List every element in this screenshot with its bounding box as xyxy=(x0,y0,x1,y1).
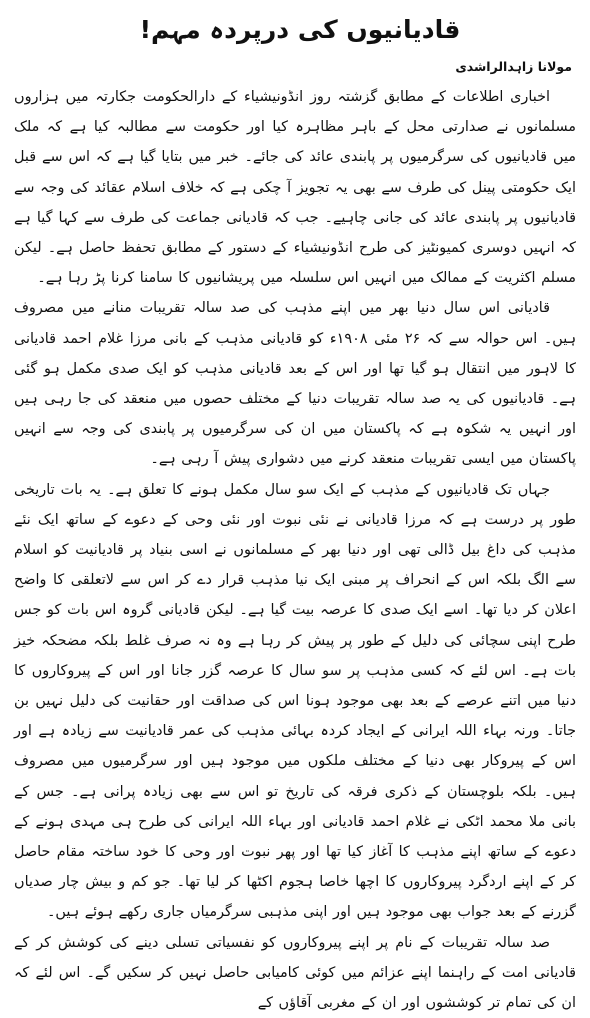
article-paragraph-4: صد سالہ تقریبات کے نام پر اپنے پیروکاروں کو نفسیاتی تسلی دینے کی کوشش کر کے قادیانی امت کے راہنما اپنے عزائم میں کوئی کامیابی حاصل نہیں کر سکیں گے۔ اس لئے کہ ان کی تمام تر کوششوں اور ان کے مغربی آقاؤں کے xyxy=(14,934,576,1012)
article-paragraph-1: اخباری اطلاعات کے مطابق گزشتہ روز انڈونیشیاء کے دارالحکومت جکارتہ میں ہزاروں مسلمانوں نے صدارتی محل کے باہر مظاہرہ کیا اور حکومت سے مطالبہ کیا ہے کہ ملک میں قادیانیوں کی سرگرمیوں پر پابندی عائد کی جائے۔ خبر میں بتایا گیا ہے کہ اس سے قبل ایک حکومتی پینل کی طرف سے بھی یہ تجویز آ چکی ہے کہ خلاف اسلام عقائد کی وجہ سے قادیانیوں پر پابندی عائد کی جانی چاہیے۔ جب کہ قادیانی جماعت کی طرف سے کہا گیا ہے کہ انہیں دوسری کمیونٹیز کی طرح انڈونیشیاء کے دستور کے مطابق تحفظ حاصل ہے۔ لیکن مسلم اکثریت کے ممالک میں انہیں اس سلسلہ میں پریشانیوں کا سامنا کرنا پڑ رہا ہے۔ xyxy=(14,89,576,287)
article-body xyxy=(14,82,576,1018)
article-paragraph-2: قادیانی اس سال دنیا بھر میں اپنے مذہب کی صد سالہ تقریبات منانے میں مصروف ہیں۔ اس حوالہ سے کہ ۲۶ مئی ۱۹۰۸ء کو قادیانی مذہب کے بانی مرزا غلام احمد قادیانی کا لاہور میں انتقال ہو گیا تھا اور اس کے بعد قادیانی مذہب کو ایک صدی مکمل ہو گئی ہے۔ قادیانیوں کی یہ صد سالہ تقریبات دنیا کے مختلف حصوں میں منعقد کی جا رہی ہیں اور انہیں یہ شکوہ ہے کہ پاکستان میں ان کی سرگرمیوں پر پابندی کی وجہ سے انہیں پاکستان میں ایسی تقریبات منعقد کرنے میں دشواری پیش آ رہی ہے۔ xyxy=(14,300,577,468)
article-byline: مولانا زاہدالراشدی xyxy=(455,59,572,74)
article-headline: قادیانیوں کی درپردہ مہم! xyxy=(139,15,461,44)
article-paragraph-3: جہاں تک قادیانیوں کے مذہب کے ایک سو سال مکمل ہونے کا تعلق ہے۔ یہ بات تاریخی طور پر درست ہے کہ مرزا قادیانی نے نئی نبوت اور نئی وحی کے دعوے کے ساتھ ایک نئے مذہب کی داغ بیل ڈالی تھی اور دنیا بھر کے مسلمانوں نے اسی بنیاد پر قادیانیت کو اسلام سے الگ بلکہ اس کے انحراف پر مبنی ایک نیا مذہب قرار دے کر اس سے لاتعلقی کا واضح اعلان کر دیا تھا۔ اسے ایک صدی کا عرصہ بیت گیا ہے۔ لیکن قادیانی گروہ اس بات کو جس طرح اپنی سچائی کی دلیل کے طور پر پیش کر رہا ہے وہ نہ صرف غلط بلکہ مضحکہ خیز بات ہے۔ اس لئے کہ کسی مذہب پر سو سال کا عرصہ گزر جانا اور اس کے پیروکاروں کا دنیا میں اتنے عرصے کے بعد بھی موجود ہونا اس کی صداقت اور حقانیت کی دلیل نہیں بن جاتا۔ ورنہ بہاء اللہ ایرانی کے ایجاد کردہ بہائی مذہب کی عمر قادیانیت سے زیادہ ہے اور اس کے پیروکار بھی دنیا کے مختلف ملکوں میں موجود ہیں اور سرگرمیوں میں مصروف ہیں۔ بلکہ بلوچستان کے ذکری فرقہ کی تاریخ تو اس سے بھی زیادہ پرانی ہے۔ جس کے بانی ملا محمد اٹکی نے غلام احمد قادیانی اور بہاء اللہ ایرانی کی طرح ہی مہدی ہونے کے دعوے کے ساتھ اپنے مذہب کا آغاز کیا تھا اور پھر نبوت اور وحی کا خود ساختہ مقام حاصل کر کے اپنے اردگرد پیروکاروں کا اچھا خاصا ہجوم اکٹھا کر لیا تھا۔ جو کم و بیش چار صدیاں گزرنے کے بعد جواب بھی موجود ہیں اور اپنی مذہبی سرگرمیاں جاری رکھے ہوئے ہیں۔ xyxy=(14,481,576,921)
